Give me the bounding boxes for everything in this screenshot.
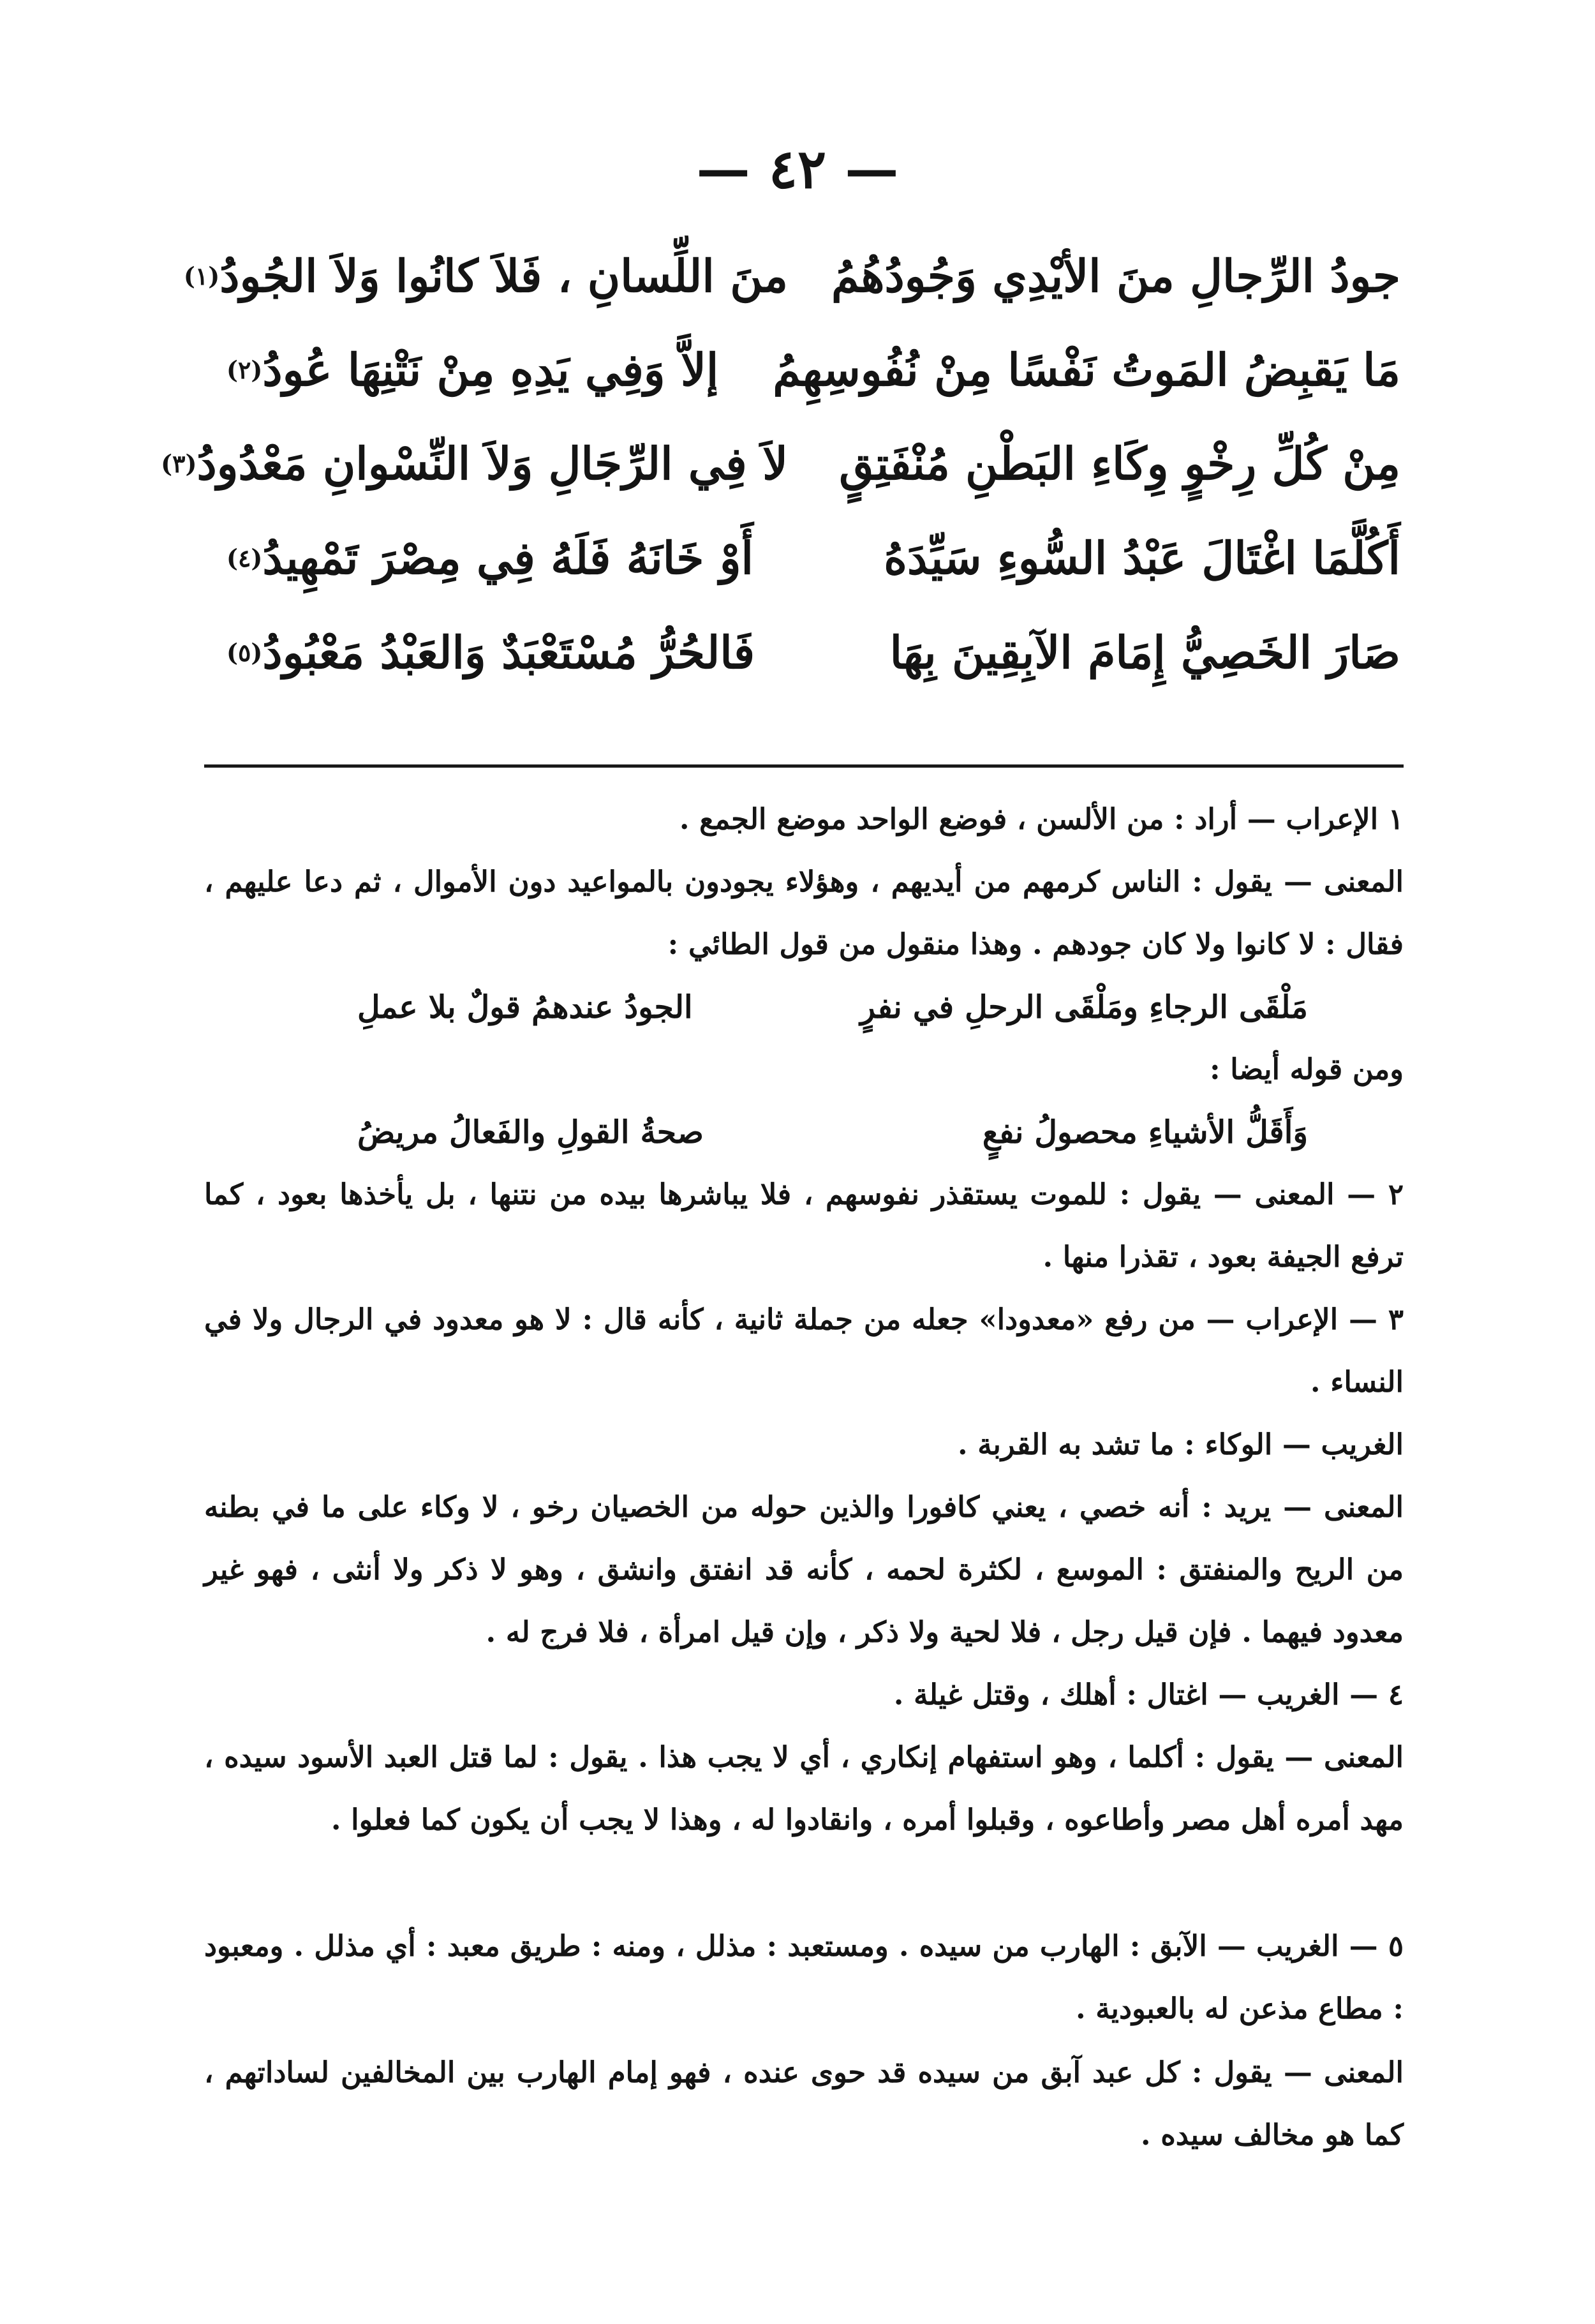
footnote-marker: (٤) [226, 544, 263, 572]
verse-second-hemistich: أَوْ خَانَهُ فَلَهُ فِي مِصْرَ تَمْهِيدُ$^{(٤)}$ [226, 532, 753, 585]
verse-line [183, 228, 1400, 324]
verse-first-hemistich: جودُ الرِّجالِ منَ الأيْدِي وَجُودُهُمُ [831, 250, 1400, 302]
note-3-irab: ٣ — الإعراب — من رفع «معدودا» جعله من جملة ثانية ، كأنه قال : لا هو معدود في الرجال ولا في النساء . [204, 1302, 1404, 1399]
note-1-irab: ١ الإعراب — أراد : من الألسن ، فوضع الواحد موضع الجمع . [679, 802, 1404, 836]
verse-second-hemistich: لاَ فِي الرِّجَالِ وَلاَ النِّسْوانِ مَعْدُودُ$^{(٣)}$ [161, 437, 788, 490]
verse-line [226, 322, 1400, 418]
footnote-marker: (٥) [226, 638, 263, 667]
quoted-verse-second: الجودُ عندهمُ قولٌ بلا عملِ [357, 988, 693, 1025]
note-4-gharib: ٤ — الغريب — اغتال : أهلك ، وقتل غيلة . [893, 1678, 1404, 1711]
page-number: — ٤٢ — [696, 137, 899, 200]
note-3-meaning: المعنى — يريد : أنه خصي ، يعني كافورا والذين حوله من الخصيان رخو ، لا وكاء على ما في بطنه من الريح والمنفتق : الموسع ، لكثرة لحمه ، كأنه قد انفتق وانشق ، وهو لا ذكر ولا أنثى ، فهو غير معدود فيهما . فإن قيل رجل ، فلا لحية ولا ذكر ، وإن قيل امرأة ، فلا فرج له . [204, 1490, 1404, 1649]
verse-first-hemistich: مَا يَقبِضُ المَوتُ نَفْسًا مِنْ نُفُوسِهِمُ [773, 343, 1400, 396]
verse-second-hemistich: منَ اللِّسانِ ، فَلاَ كانُوا وَلاَ الجُودُ$^{(١)}$ [183, 250, 788, 302]
verse-first-hemistich: أَكُلَّمَا اغْتَالَ عَبْدُ السُّوءِ سَيِّدَهُ [884, 532, 1400, 585]
quoted-verse [204, 1101, 1404, 1163]
note-3-gharib: الغريب — الوكاء : ما تشد به القربة . [957, 1427, 1404, 1461]
verse-line [226, 605, 1400, 701]
note-5-meaning: المعنى — يقول : كل عبد آبق من سيده قد حوى عنده ، فهو إمام الهارب بين المخالفين لساداتهم ، كما هو مخالف سيده . [204, 2055, 1404, 2152]
verse-second-hemistich: فَالحُرُّ مُسْتَعْبَدٌ وَالعَبْدُ مَعْبُودُ$^{(٥)}$ [226, 626, 755, 679]
note-1-meaning: المعنى — يقول : الناس كرمهم من أيديهم ، وهؤلاء يجودون بالمواعيد دون الأموال ، ثم دعا عليهم ، فقال : لا كانوا ولا كان جودهم . وهذا منقول من قول الطائي : [204, 865, 1404, 961]
footnote-marker: (٢) [226, 355, 263, 384]
verse-second-hemistich: إلاَّ وَفِي يَدِهِ مِنْ نَتْنِهَا عُودُ$^{(٢)}$ [226, 343, 719, 396]
footnote-marker: (١) [183, 262, 220, 290]
quoted-verse-second: صحةُ القولِ والفَعالُ مريضُ [357, 1114, 704, 1151]
note-1-also: ومن قوله أيضا : [1209, 1052, 1404, 1086]
note-2-meaning: ٢ — المعنى — يقول : للموت يستقذر نفوسهم ، فلا يباشرها بيده من نتنها ، بل يأخذها بعود ، كما ترفع الجيفة بعود ، تقذرا منها . [204, 1177, 1404, 1274]
verse-line [226, 510, 1400, 606]
verse-line [161, 416, 1400, 512]
quoted-verse [204, 976, 1404, 1038]
note-5-gharib: ٥ — الغريب — الآبق : الهارب من سيده . ومستعبد : مذلل ، ومنه : طريق معبد : أي مذلل . ومعبود : مطاع مذعن له بالعبودية . [204, 1929, 1404, 2025]
verse-first-hemistich: مِنْ كُلِّ رِخْوٍ وِكَاءِ البَطْنِ مُنْفَتِقٍ [839, 437, 1400, 490]
verse-first-hemistich: صَارَ الخَصِيُّ إِمَامَ الآبِقِينَ بِهَا [889, 626, 1400, 679]
footnote-divider [204, 764, 1404, 768]
note-4-meaning: المعنى — يقول : أكلما ، وهو استفهام إنكاري ، أي لا يجب هذا . يقول : لما قتل العبد الأسود سيده ، مهد أمره أهل مصر وأطاعوه ، وقبلوا أمره ، وانقادوا له ، وهذا لا يجب أن يكون كما فعلوا . [204, 1740, 1404, 1836]
footnote-marker: (٣) [161, 449, 197, 478]
quoted-verse-first: وَأَقَلُّ الأشياءِ محصولُ نفعٍ [982, 1114, 1308, 1151]
quoted-verse-first: مَلْقَى الرجاءِ ومَلْقَى الرحلِ في نفرٍ [860, 988, 1308, 1025]
